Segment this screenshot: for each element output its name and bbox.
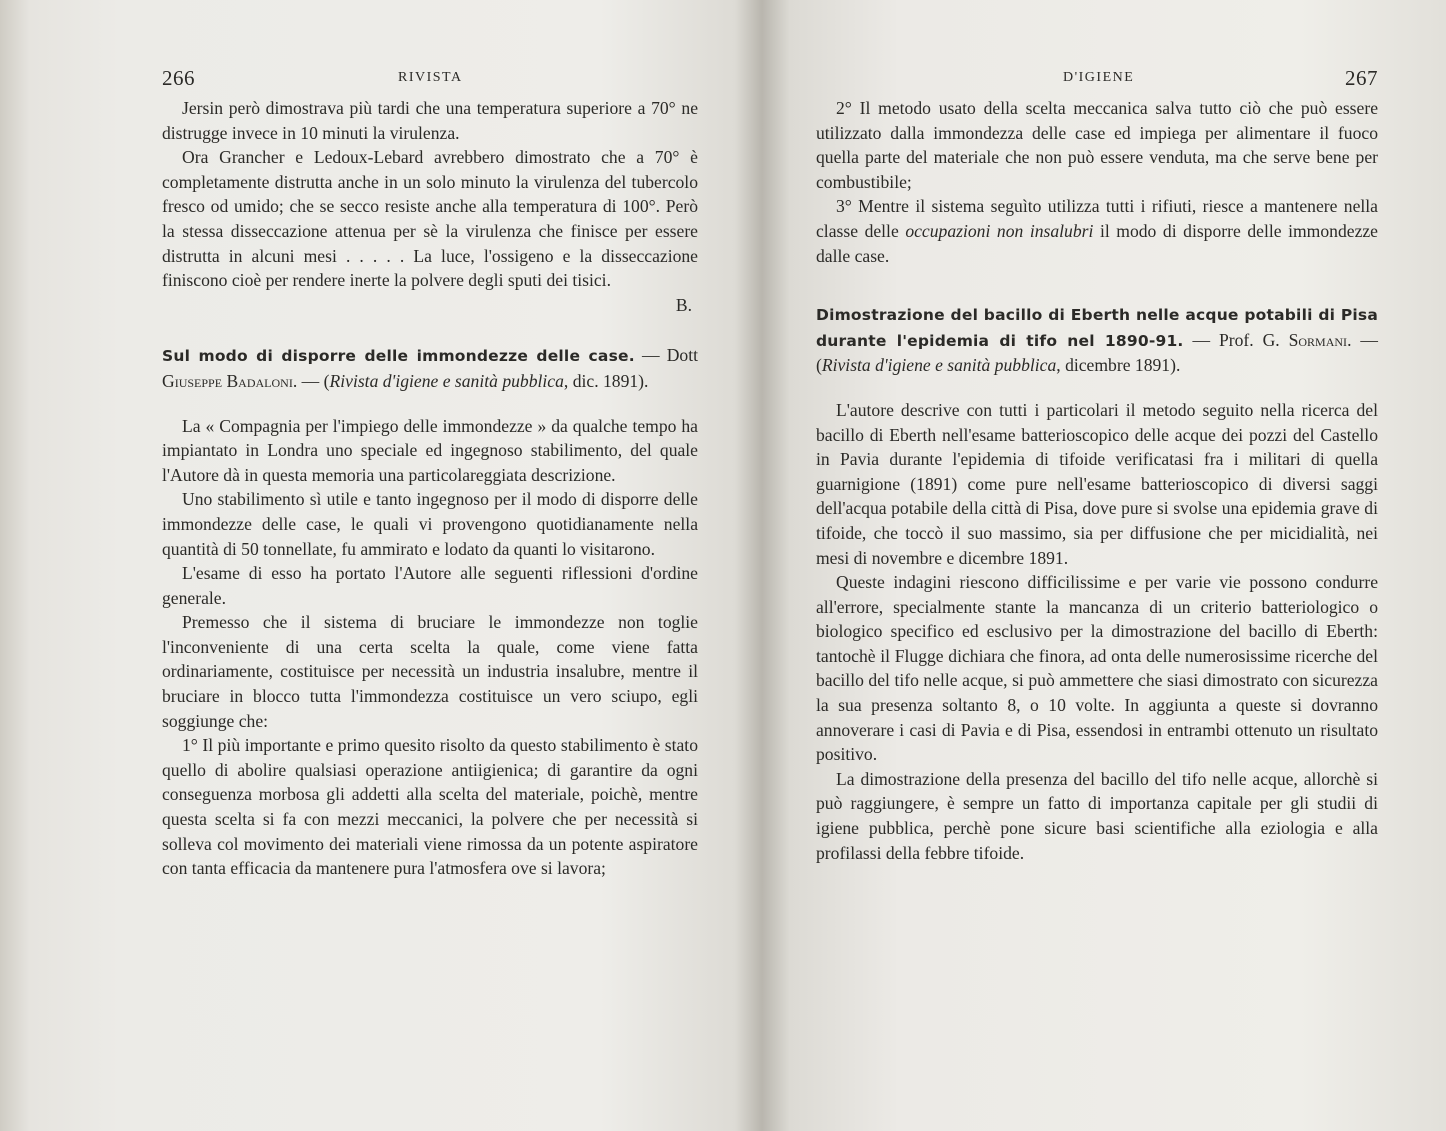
paragraph: 2° Il metodo usato della scelta meccanica salva tutto ciò che può essere utilizzato dalla immondezza delle case ed impiega per alimentare il fuoco quella parte del materiale che non può essere venduta, ma che serve bene per combustibile; bbox=[816, 98, 1378, 192]
separator: . — bbox=[292, 370, 324, 391]
separator: — bbox=[634, 345, 667, 366]
article-heading bbox=[162, 343, 698, 393]
paragraph: Jersin però dimostrava più tardi che una temperatura superiore a 70° ne distrugge invece in 10 minuti la virulenza. bbox=[162, 98, 698, 143]
source-date: , dicembre 1891). bbox=[1056, 355, 1181, 376]
paragraph: L'esame di esso ha portato l'Autore alle seguenti riflessioni d'ordine generale. bbox=[162, 563, 698, 608]
separator: . — bbox=[1347, 329, 1378, 350]
article-author: G. Sormani bbox=[1262, 329, 1348, 350]
paragraph: Ora Grancher e Ledoux-Lebard avrebbero dimostrato che a 70° è completamente distrutta anche in un solo minuto la virulenza del tubercolo fresco od umido; che se secco resiste anche alla temperatura di 100°. Però la stessa disseccazione attenua per sè la virulenza che finisce per essere distrutta in alcuni mesi . . . . . La luce, l'ossigeno e la disseccazione finiscono cioè per rendere inerte la polvere degli sputi dei tisici. bbox=[162, 147, 698, 291]
page-number: 267 bbox=[1345, 66, 1378, 90]
page-number: 266 bbox=[162, 66, 195, 90]
author-prefix: Dott bbox=[666, 345, 698, 366]
article-source: Rivista d'igiene e sanità pubblica bbox=[329, 370, 564, 391]
author-prefix: Prof. bbox=[1218, 329, 1263, 350]
paragraph-text: 3° Mentre il sistema seguìto utilizza tutti i rifiuti, riesce a mantenere nella classe delle bbox=[816, 196, 1378, 241]
source-date: , dic. 1891). bbox=[563, 370, 649, 391]
article-title: Sul modo di disporre delle immondezze delle case. bbox=[162, 347, 635, 366]
article-heading bbox=[816, 302, 1378, 378]
paragraph: La « Compagnia per l'impiego delle immondezze » da qualche tempo ha impiantato in Londra uno speciale ed ingegnoso stabilimento, del quale l'Autore dà in questa memoria una particolareggiata descrizione. bbox=[162, 415, 698, 485]
right-page-header bbox=[816, 66, 1378, 96]
paragraph: La dimostrazione della presenza del bacillo del tifo nelle acque, allorchè si può raggiungere, è sempre un fatto di importanza capitale per gli studii di igiene pubblica, perchè pone sicure basi scientifiche alla eziologia e alla profilassi della febbre tifoide. bbox=[816, 768, 1378, 863]
paragraph-text: il modo di disporre delle immondezze dalle case. bbox=[816, 220, 1378, 266]
source-open: ( bbox=[816, 355, 822, 376]
paragraph: Uno stabilimento sì utile e tanto ingegnoso per il modo di disporre delle immondezze delle case, le quali vi provengono quotidianamente nella quantità di 50 tonnellate, fu ammirato e lodato da quanti lo visitarono. bbox=[162, 489, 698, 559]
running-head: RIVISTA bbox=[398, 70, 463, 85]
right-column bbox=[816, 66, 1378, 865]
article-title: Dimostrazione del bacillo di Eberth nelle acque potabili di Pisa durante l'epidemia di tifo nel 1890-91. bbox=[816, 306, 1378, 350]
signature: B. bbox=[675, 294, 692, 315]
paragraph bbox=[816, 194, 1378, 268]
right-page bbox=[768, 0, 1446, 1131]
article-author: Giuseppe Badaloni bbox=[162, 370, 293, 391]
left-column bbox=[162, 66, 698, 881]
emphasis-text: occupazioni non insalubri bbox=[905, 220, 1094, 241]
paragraph: 1° Il più importante e primo quesito risolto da questo stabilimento è stato quello di abolire qualsiasi operazione antiigienica; di garantire da ogni conseguenza morbosa gli addetti alla scelta del materiale, poichè, mentre questa scelta si fa con mezzi meccanici, la polvere che per necessità si solleva col movimento dei materiali viene rimossa da un potente aspiratore con tanta efficacia da mantenere pura l'atmosfera ove si lavora; bbox=[162, 735, 698, 879]
running-head: D'IGIENE bbox=[1063, 70, 1135, 85]
separator: — bbox=[1183, 329, 1219, 350]
article-source: Rivista d'igiene e sanità pubblica bbox=[821, 355, 1057, 376]
paragraph: Queste indagini riescono difficilissime e per varie vie possono condurre all'errore, specialmente stante la mancanza di un criterio batteriologico o biologico specifico ed esclusivo per la dimostrazione del bacillo di Eberth: tantochè il Flugge dichiara che finora, ad onta delle numerosissime ricerche del bacillo del tifo nelle acque, si può ammettere che siasi dimostrato con sicurezza la sua presenza soltanto 8, o 10 volte. In aggiunta a queste si dovranno annoverare i casi di Pavia e di Pisa, essendosi in entrambi ottenuto un risultato positivo. bbox=[816, 572, 1378, 765]
left-page-header bbox=[162, 66, 698, 96]
paragraph: L'autore descrive con tutti i particolari il metodo seguito nella ricerca del bacillo di Eberth nell'esame batterioscopico delle acque dei pozzi del Castello in Pavia durante l'epidemia di tifoide verificatasi fra i militari di quella guarnigione (1891) come pure nell'esame batterioscopico di diversi saggi dell'acqua potabile della città di Pisa, dove pure si svolse una epidemia grave di tifoide, che toccò il suo massimo, sia per diffusione che per micidialità, nei mesi di novembre e dicembre 1891. bbox=[816, 399, 1378, 568]
paragraph: Premesso che il sistema di bruciare le immondezze non toglie l'inconveniente di una certa scelta la quale, come viene fatta ordinariamente, costituisce per necessità un industria insalubre, mentre il bruciare in blocco tutta l'immondezza costituisce un vero sciupo, egli soggiunge che: bbox=[162, 612, 698, 731]
source-open: ( bbox=[323, 370, 330, 391]
